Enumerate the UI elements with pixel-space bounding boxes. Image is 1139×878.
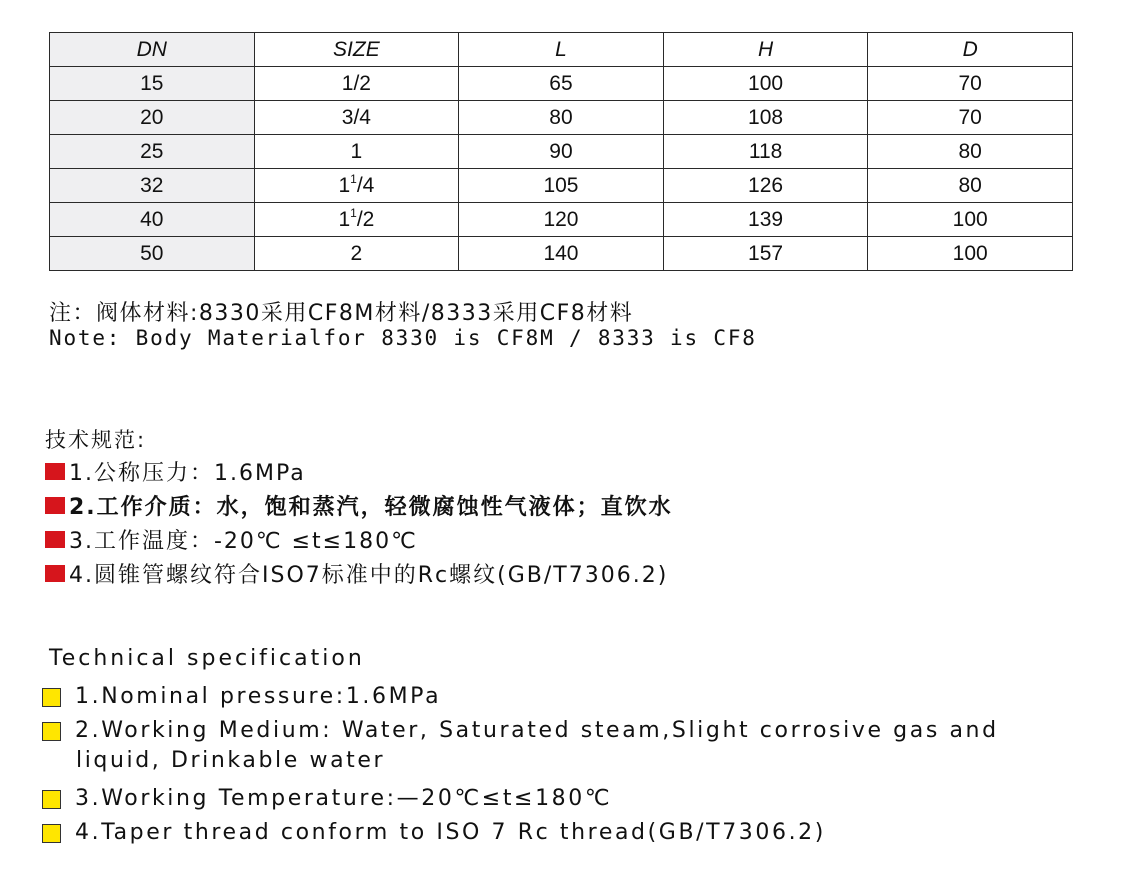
cell-l: 80 — [459, 101, 664, 135]
spec-cn-text: 4.圆锥管螺纹符合ISO7标准中的Rc螺纹(GB/T7306.2) — [69, 563, 669, 588]
yellow-square-bullet-icon — [42, 688, 61, 707]
cell-d: 80 — [868, 169, 1073, 203]
table-row — [50, 237, 1073, 271]
size-main: 1 — [338, 208, 351, 231]
cell-size — [254, 203, 459, 237]
cell-dn: 20 — [50, 101, 255, 135]
spec-cn-item — [45, 558, 668, 589]
spec-en-text: 3.Working Temperature:—20℃≤t≤180℃ — [75, 786, 613, 811]
cell-l: 105 — [459, 169, 664, 203]
spec-cn-text: 1.公称压力：1.6MPa — [69, 461, 306, 486]
spec-en-text: 2.Working Medium: Water, Saturated steam,Slight corrosive gas and — [75, 718, 999, 743]
size-sup: 1 — [350, 206, 357, 220]
cell-dn: 40 — [50, 203, 255, 237]
size-main: 1/2 — [341, 72, 371, 95]
cell-size — [254, 135, 459, 169]
cell-h: 157 — [663, 237, 868, 271]
red-square-bullet-icon — [45, 531, 65, 548]
size-main: 2 — [350, 242, 363, 265]
size-sup: 1 — [350, 172, 357, 186]
cell-dn: 25 — [50, 135, 255, 169]
cell-h: 139 — [663, 203, 868, 237]
red-square-bullet-icon — [45, 565, 65, 582]
size-main: 1 — [350, 140, 363, 163]
spec-en-text-continued: liquid, Drinkable water — [76, 748, 386, 773]
header-dn: DN — [50, 33, 255, 67]
spec-en-text: 1.Nominal pressure:1.6MPa — [75, 684, 442, 709]
cell-d: 70 — [868, 67, 1073, 101]
spec-table — [49, 32, 1073, 271]
cell-l: 65 — [459, 67, 664, 101]
spec-cn-text: 3.工作温度：-20℃ ≤t≤180℃ — [69, 529, 418, 554]
spec-cn-title: 技术规范: — [45, 428, 147, 452]
table-header-row — [50, 33, 1073, 67]
cell-dn: 50 — [50, 237, 255, 271]
cell-h: 126 — [663, 169, 868, 203]
cell-d: 100 — [868, 237, 1073, 271]
spec-cn-item — [45, 490, 673, 521]
spec-en-title: Technical specification — [49, 646, 365, 671]
cell-h: 118 — [663, 135, 868, 169]
spec-en-item — [42, 820, 826, 849]
cell-h: 108 — [663, 101, 868, 135]
spec-en-item — [42, 718, 999, 747]
table-row — [50, 135, 1073, 169]
table-row — [50, 203, 1073, 237]
yellow-square-bullet-icon — [42, 722, 61, 741]
spec-cn-item — [45, 524, 418, 555]
spec-en-text: 4.Taper thread conform to ISO 7 Rc thread(GB/T7306.2) — [75, 820, 826, 845]
header-d: D — [868, 33, 1073, 67]
cell-l: 90 — [459, 135, 664, 169]
cell-l: 120 — [459, 203, 664, 237]
size-tail: /4 — [356, 174, 375, 197]
cell-size — [254, 101, 459, 135]
spec-en-item — [42, 684, 441, 713]
cell-l: 140 — [459, 237, 664, 271]
header-h: H — [663, 33, 868, 67]
yellow-square-bullet-icon — [42, 790, 61, 809]
cell-size — [254, 169, 459, 203]
note-cn: 注：阀体材料:8330采用CF8M材料/8333采用CF8材料 — [49, 301, 634, 326]
red-square-bullet-icon — [45, 463, 65, 480]
cell-size — [254, 237, 459, 271]
cell-h: 100 — [663, 67, 868, 101]
size-main: 3/4 — [341, 106, 371, 129]
spec-cn-item — [45, 456, 306, 487]
size-tail: /2 — [356, 208, 375, 231]
spec-cn-text: 2.工作介质：水，饱和蒸汽，轻微腐蚀性气液体；直饮水 — [69, 495, 673, 520]
size-main: 1 — [338, 174, 351, 197]
red-square-bullet-icon — [45, 497, 65, 514]
cell-dn: 32 — [50, 169, 255, 203]
table-row — [50, 101, 1073, 135]
cell-size — [254, 67, 459, 101]
header-l: L — [459, 33, 664, 67]
header-size: SIZE — [254, 33, 459, 67]
table-row — [50, 67, 1073, 101]
spec-en-item — [42, 786, 612, 815]
cell-d: 100 — [868, 203, 1073, 237]
table-row — [50, 169, 1073, 203]
note-en: Note: Body Materialfor 8330 is CF8M / 8333 is CF8 — [49, 326, 757, 350]
cell-d: 70 — [868, 101, 1073, 135]
cell-dn: 15 — [50, 67, 255, 101]
cell-d: 80 — [868, 135, 1073, 169]
yellow-square-bullet-icon — [42, 824, 61, 843]
